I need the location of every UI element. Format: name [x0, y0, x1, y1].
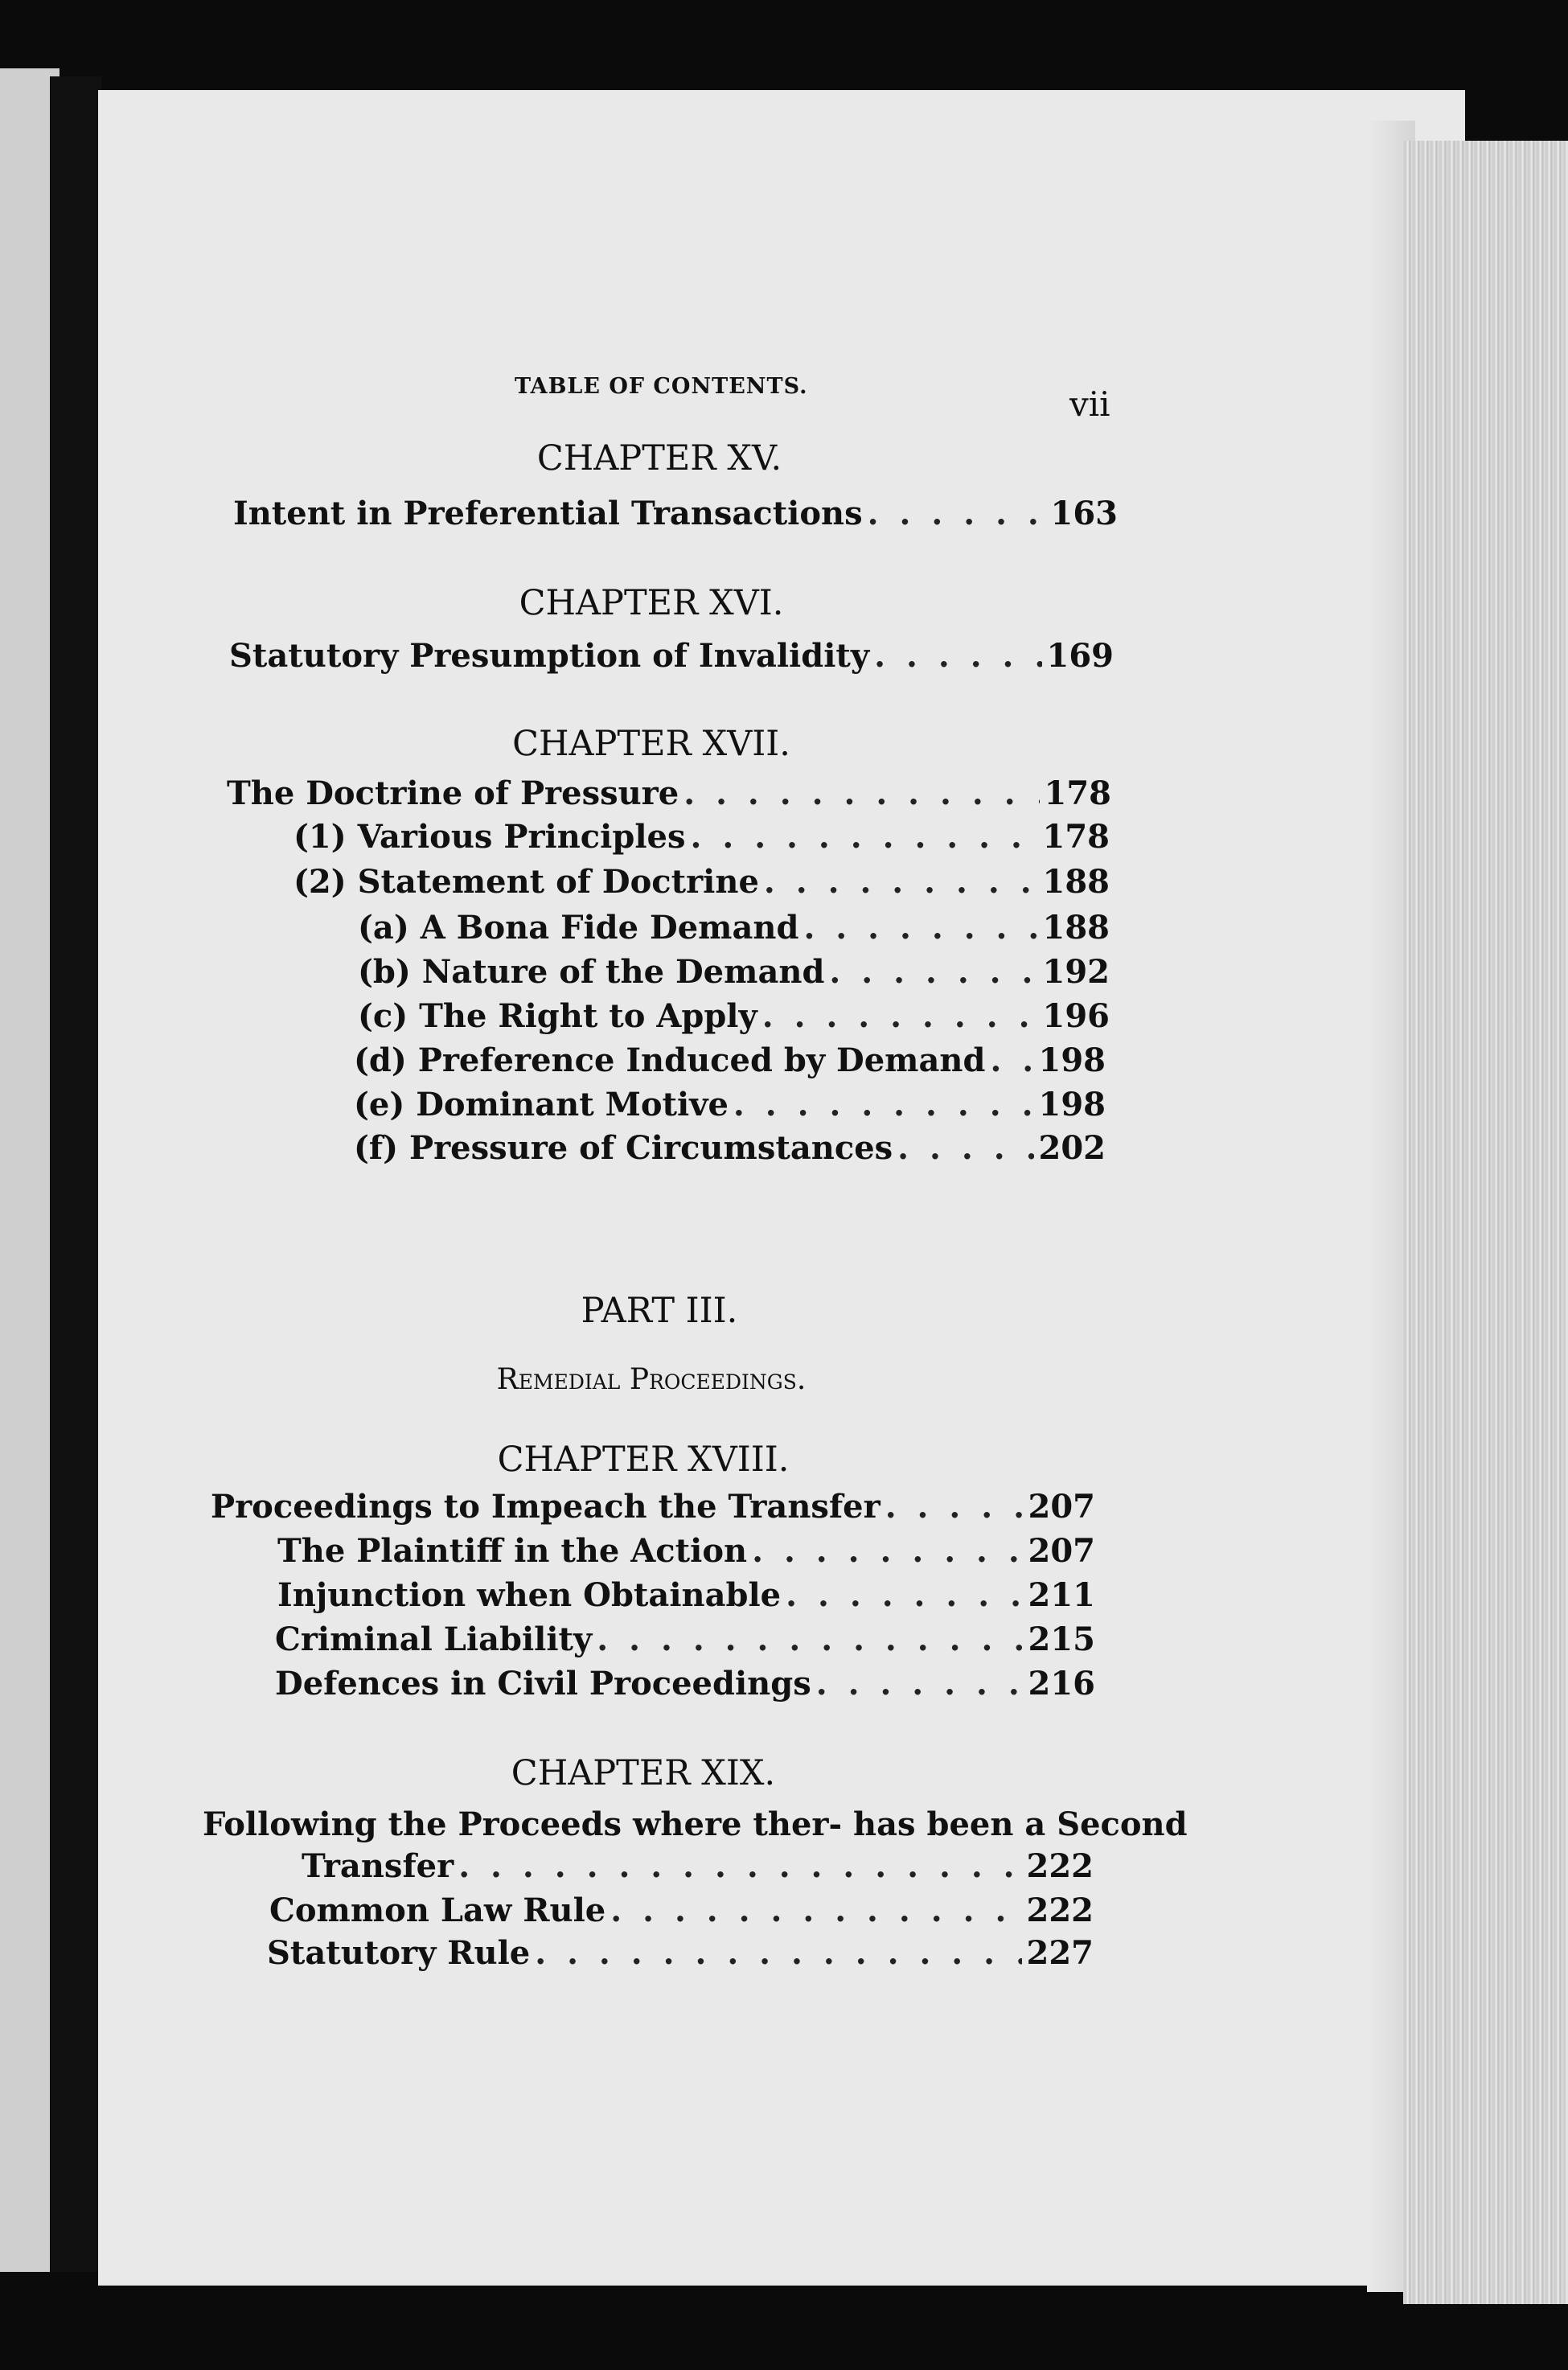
toc-entry[interactable]: [358, 909, 1110, 947]
page-stack-edge: [1403, 141, 1568, 2304]
toc-entry-title: Statutory Presumption of Invalidity: [229, 637, 870, 675]
toc-entry-page: 188: [1042, 863, 1110, 901]
toc-entry-page: 227: [1026, 1934, 1094, 1972]
toc-entry-title: Statutory Rule: [267, 1934, 531, 1972]
toc-entry[interactable]: [354, 1129, 1106, 1167]
toc-entry-title: (b) Nature of the Demand: [358, 953, 825, 991]
toc-entry-title: Defences in Civil Proceedings: [275, 1665, 811, 1703]
toc-entry-page: 178: [1042, 818, 1110, 856]
toc-entry-page: 196: [1042, 997, 1110, 1035]
toc-entry-title: Following the Proceeds where ther- has been a Second: [203, 1805, 1188, 1843]
chapter-heading: CHAPTER XV.: [536, 438, 782, 479]
toc-entry[interactable]: [354, 1086, 1106, 1123]
toc-entry[interactable]: [233, 495, 1118, 532]
toc-entry[interactable]: [293, 818, 1110, 856]
toc-entry[interactable]: [302, 1847, 1094, 1885]
page-number: vii: [1069, 384, 1110, 424]
part-heading: PART III.: [581, 1291, 738, 1331]
running-head: TABLE OF CONTENTS.: [515, 374, 808, 399]
toc-entry-title: Criminal Liability: [275, 1620, 593, 1658]
toc-entry-page: 207: [1028, 1488, 1095, 1526]
toc-entry-page: 207: [1028, 1532, 1095, 1570]
toc-entry-page: 169: [1046, 637, 1114, 675]
toc-entry-title: Transfer: [302, 1847, 454, 1885]
toc-entry[interactable]: [354, 1041, 1106, 1079]
chapter-heading: CHAPTER XIX.: [511, 1753, 776, 1793]
toc-entry-page: 178: [1044, 774, 1111, 812]
toc-entry-page: 188: [1042, 909, 1110, 947]
part-subheading: Remedial Proceedings.: [496, 1363, 807, 1396]
toc-entry-title: (a) A Bona Fide Demand: [358, 909, 799, 947]
toc-entry[interactable]: [275, 1620, 1095, 1658]
book-gutter: [50, 76, 101, 2272]
toc-entry[interactable]: [358, 953, 1110, 991]
toc-entry-title: (d) Preference Induced by Demand: [354, 1041, 986, 1079]
toc-entry[interactable]: [267, 1934, 1094, 1972]
toc-entry[interactable]: [275, 1665, 1095, 1703]
toc-entry-title: (1) Various Principles: [293, 818, 686, 856]
toc-entry-page: 198: [1038, 1086, 1106, 1123]
toc-entry-title: Intent in Preferential Transactions: [233, 495, 863, 532]
toc-entry-title: The Plaintiff in the Action: [277, 1532, 748, 1570]
chapter-heading: CHAPTER XVII.: [512, 724, 790, 764]
chapter-heading: CHAPTER XVIII.: [497, 1440, 790, 1480]
toc-entry[interactable]: [211, 1488, 1095, 1526]
toc-entry-title: Common Law Rule: [269, 1891, 606, 1929]
toc-entry-page: 211: [1028, 1576, 1095, 1614]
toc-entry-title: (f) Pressure of Circumstances: [354, 1129, 893, 1167]
toc-entry-title: Injunction when Obtainable: [277, 1576, 782, 1614]
toc-entry[interactable]: [358, 997, 1110, 1035]
toc-entry-page: 198: [1038, 1041, 1106, 1079]
toc-entry[interactable]: [227, 774, 1111, 812]
toc-entry-page: 202: [1038, 1129, 1106, 1167]
toc-entry-title: Proceedings to Impeach the Transfer: [211, 1488, 880, 1526]
toc-entry-page: 222: [1026, 1847, 1094, 1885]
toc-entry[interactable]: [277, 1532, 1095, 1570]
toc-entry[interactable]: [269, 1891, 1094, 1929]
toc-entry-page: 216: [1028, 1665, 1095, 1703]
toc-entry[interactable]: [277, 1576, 1095, 1614]
toc-entry-page: 215: [1028, 1620, 1095, 1658]
toc-entry-title: (2) Statement of Doctrine: [293, 863, 759, 901]
toc-entry-page: 192: [1042, 953, 1110, 991]
toc-entry-page: 163: [1050, 495, 1118, 532]
toc-entry-title: (c) The Right to Apply: [358, 997, 757, 1035]
toc-entry-page: 222: [1026, 1891, 1094, 1929]
toc-entry-title: (e) Dominant Motive: [354, 1086, 729, 1123]
toc-entry[interactable]: [203, 1805, 1188, 1843]
toc-entry[interactable]: [229, 637, 1114, 675]
chapter-heading: CHAPTER XVI.: [519, 583, 784, 623]
toc-entry[interactable]: [293, 863, 1110, 901]
toc-entry-title: The Doctrine of Pressure: [227, 774, 679, 812]
